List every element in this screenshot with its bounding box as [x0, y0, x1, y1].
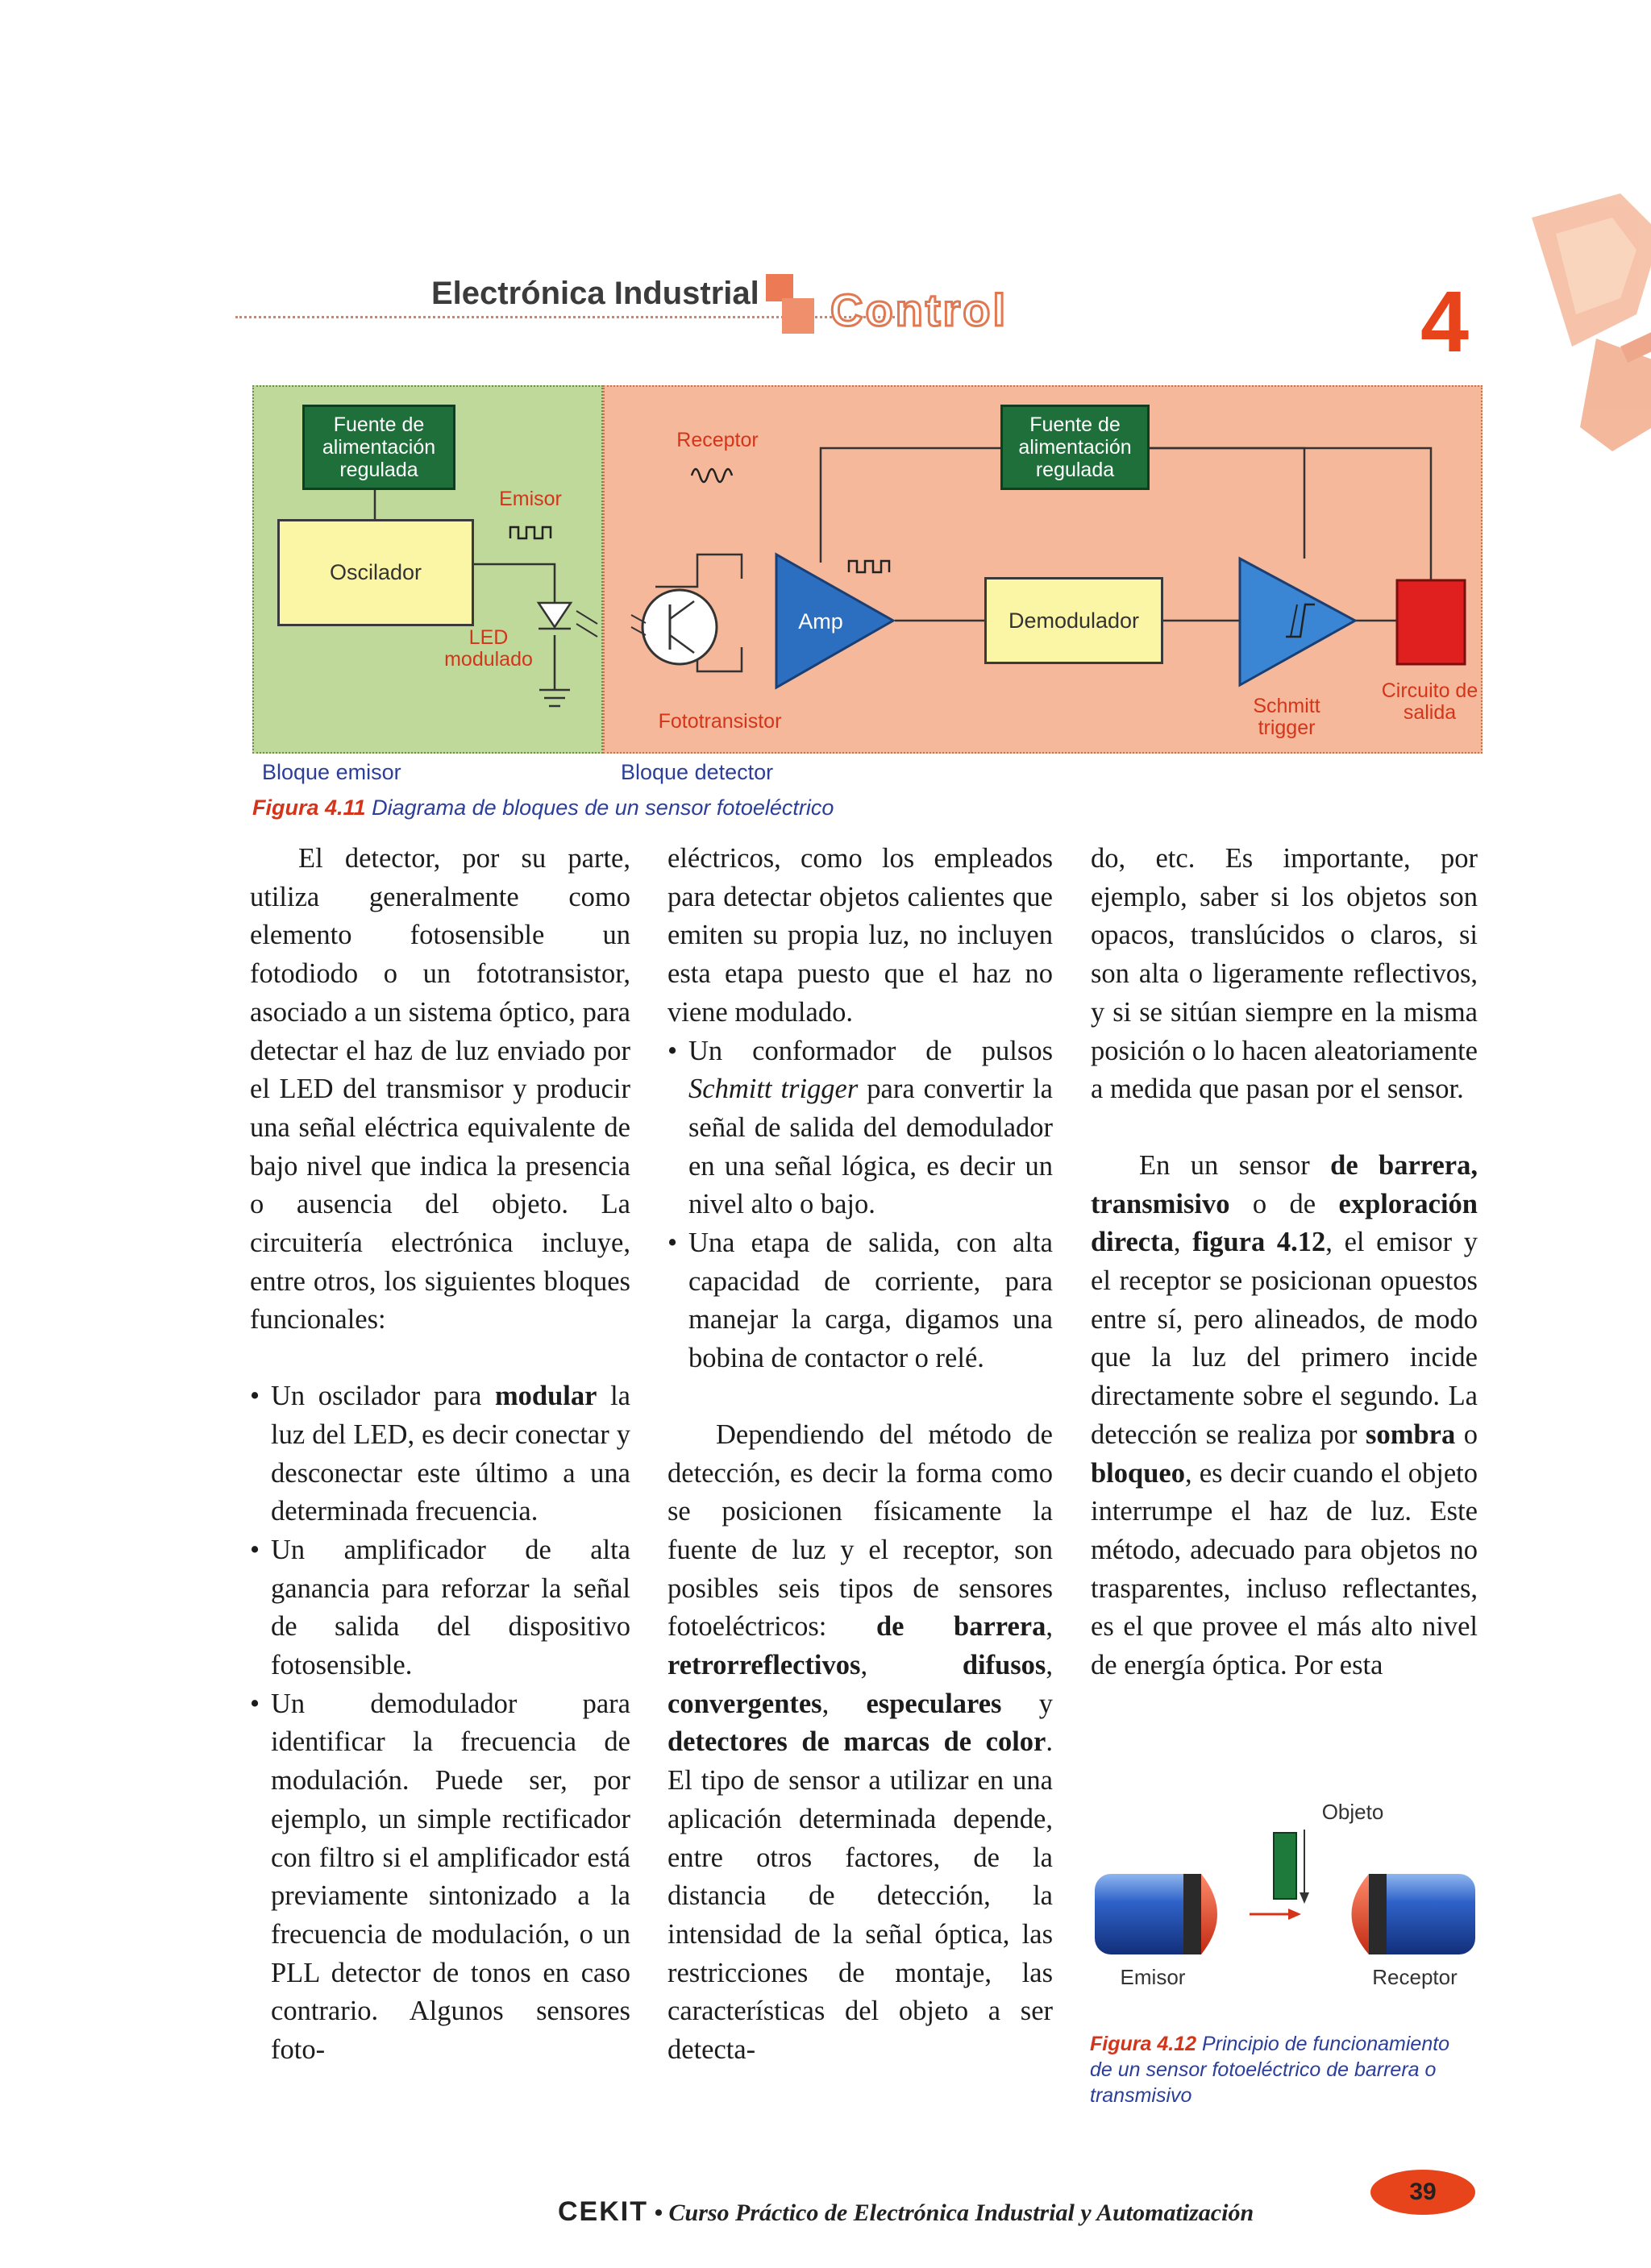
- connector-decoration: [1499, 185, 1651, 492]
- list-item: • Un conformador de pulsos Schmitt trigger para convertir la señal de salida del demodulador en una señal lógica, es decir un nivel alto o bajo.: [667, 1032, 1053, 1225]
- text-column-1: [250, 840, 630, 2070]
- footer: [558, 2196, 1254, 2228]
- text-column-3: [1091, 840, 1478, 1685]
- emitter-label: Emisor: [1120, 1965, 1186, 1989]
- footer-text: • Curso Práctico de Electrónica Industrial y Automatización: [654, 2199, 1254, 2226]
- amp-label: Amp: [798, 609, 843, 633]
- figure-4-11-diagram: [252, 385, 1483, 754]
- object-label: Objeto: [1321, 1800, 1384, 1824]
- output-circuit-label: Circuito de salida: [1381, 679, 1478, 724]
- text-column-2: [667, 840, 1053, 2070]
- phototransistor-label: Fototransistor: [658, 710, 782, 733]
- header-subtitle: Control: [830, 285, 1008, 335]
- header-title: Electrónica Industrial: [431, 276, 759, 311]
- figure-4-11-caption: [252, 795, 834, 820]
- figure-4-11-caption-number: Figura 4.11: [252, 795, 366, 820]
- list-item: • Una etapa de salida, con alta capacidad de corriente, para manejar la carga, digamos una bobina de contactor o relé.: [667, 1224, 1053, 1378]
- footer-brand-logo: CEKIT: [558, 2196, 648, 2227]
- figure-4-12-caption-number: Figura 4.12: [1090, 2033, 1196, 2055]
- paragraph: En un sensor de barrera, transmisivo o de exploración directa, figura 4.12, el emisor y el receptor se posicionan opuestos entre sí, pero alineados, de modo que la luz del primero incide directamente sobre el segundo. La detección se realiza por sombra o bloqueo, es decir cuando el objeto interrumpe el haz de luz. Este método, adecuado para objetos no trasparentes, incluso reflectantes, es el que provee el más alto nivel de energía óptica. Por esta: [1091, 1149, 1478, 1681]
- receiver-label: Receptor: [1372, 1965, 1458, 1989]
- list-item: • Un demodulador para identificar la frecuencia de modulación. Puede ser, por ejemplo, un simple rectificador con filtro si el amplificador está previamente sintonizado a la frecuencia de modulación, o un PLL detector de tonos en caso contrario. Algunos sensores foto-: [250, 1685, 630, 2070]
- figure-4-11-caption-text: Diagrama de bloques de un sensor fotoeléctrico: [372, 795, 834, 820]
- emitter-label: Emisor: [499, 488, 562, 510]
- list-item: • Un oscilador para modular la luz del LED, es decir conectar y desconectar este último a una determinada frecuencia.: [250, 1377, 630, 1531]
- paragraph: El detector, por su parte, utiliza generalmente como elemento fotosensible un fotodiodo o un fototransistor, asociado a un sistema óptico, para detectar el haz de luz enviado por el LED del transmisor y producir una señal eléctrica equivalente de bajo nivel que indica la presencia o ausencia del objeto. La circuitería electrónica incluye, entre otros, los siguientes bloques funcionales:: [250, 843, 630, 1335]
- demodulator-box: Demodulador: [984, 577, 1163, 664]
- receiver-label: Receptor: [676, 429, 759, 451]
- list-item: • Un amplificador de alta ganancia para reforzar la señal de salida del dispositivo fotosensible.: [250, 1531, 630, 1685]
- right-power-supply-box: Fuente de alimentación regulada: [1000, 405, 1150, 490]
- paragraph: do, etc. Es importante, por ejemplo, saber si los objetos son opacos, translúcidos o claros, si son alta o ligeramente reflectivos, y si se sitúan siempre en la misma posición o lo hacen aleatoriamente a medida que pasan por el sensor.: [1091, 843, 1478, 1105]
- paragraph: eléctricos, como los empleados para detectar objetos calientes que emiten su propia luz, no incluyen esta etapa puesto que el haz no viene modulado.: [667, 843, 1053, 1028]
- header-logo-mark: [766, 274, 814, 334]
- oscillator-box: Oscilador: [277, 519, 474, 626]
- paragraph: Dependiendo del método de detección, es decir la forma como se posicionen físicamente la fuente de luz y el receptor, son posibles seis tipos de sensores fotoeléctricos: de barrera, retrorreflectivos, difusos, convergentes, especulares y detectores de marcas de color. El tipo de sensor a utilizar en una aplicación determinada depende, entre otros factores, de la distancia de detección, la intensidad de la señal óptica, las restricciones de montaje, las características del objeto a ser detecta-: [667, 1419, 1053, 2066]
- figure-4-12-caption-text: Principio de funcionamiento de un sensor fotoeléctrico de barrera o transmisivo: [1090, 2033, 1450, 2107]
- left-power-supply-box: Fuente de alimentación regulada: [302, 405, 455, 490]
- figure-4-12-caption: [1090, 2031, 1477, 2108]
- detector-block-label: Bloque detector: [621, 760, 774, 784]
- led-label: LED modulado: [444, 626, 533, 671]
- figure-4-12: [1088, 1797, 1483, 2015]
- page-number: 39: [1370, 2170, 1475, 2215]
- emitter-block-label: Bloque emisor: [262, 760, 401, 784]
- schmitt-trigger-label: Schmitt trigger: [1253, 695, 1320, 739]
- chapter-number: 4: [1420, 272, 1470, 370]
